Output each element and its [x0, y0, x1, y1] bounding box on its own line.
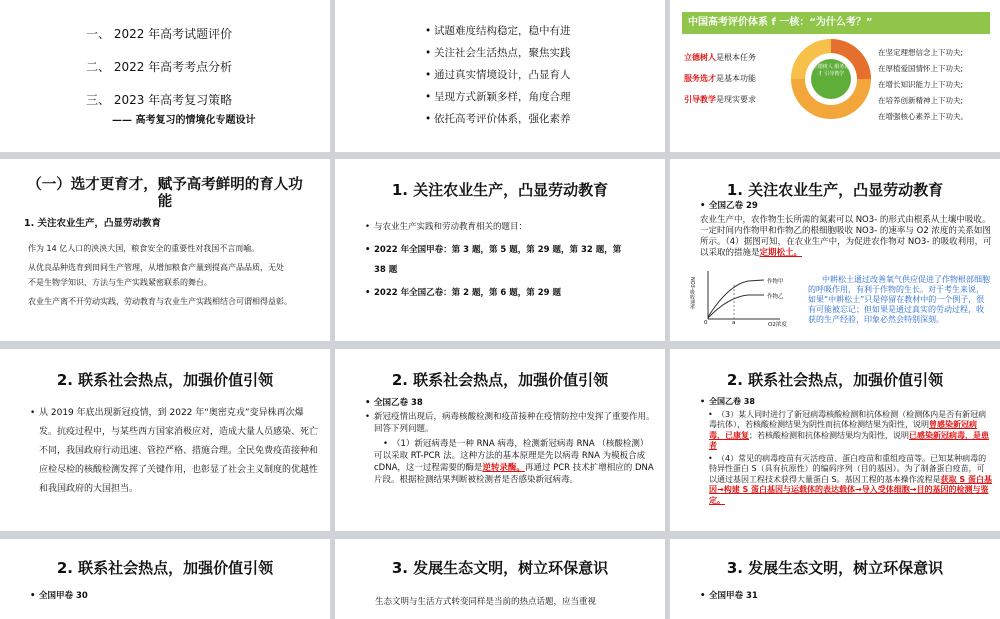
- question-list: [700, 589, 758, 604]
- slide-title: 2. 联系社会热点，加强价值引领: [56, 371, 274, 389]
- question-list: [365, 217, 655, 303]
- slide-body: [30, 404, 318, 499]
- slide-10-social-hotspot[interactable]: [0, 539, 330, 619]
- slide-title: 2. 联系社会热点，加强价值引领: [56, 559, 274, 577]
- slide-title: 1. 关注农业生产，凸显劳动教育: [391, 181, 609, 199]
- question-intro: • 新冠疫情出现后，病毒核酸检测和疫苗接种在疫情防控中发挥了重要作用。回答下列问题。: [365, 411, 655, 435]
- core-left-item: 引导教学是现实要求: [684, 95, 756, 104]
- slide-4-talent[interactable]: [0, 159, 330, 341]
- slide-title: 2. 联系社会热点，加强价值引领: [726, 371, 944, 389]
- series-label: 作物乙: [767, 294, 784, 300]
- slide-12-ecology[interactable]: [670, 539, 1000, 619]
- slide-title: 1. 关注农业生产，凸显劳动教育: [726, 181, 944, 199]
- x-axis-label: O2浓度: [768, 322, 787, 328]
- question-label: • 全国甲卷 30: [30, 589, 88, 604]
- slide-body: [28, 241, 326, 309]
- para: 农业生产离不开劳动实践，劳动教育与农业生产实践相结合可谓相得益彰。: [28, 297, 292, 306]
- core-right-item: 在增强核心素养上下功夫。: [878, 112, 968, 121]
- core-right-item: 在增长知识能力上下功夫;: [878, 80, 964, 89]
- para: 作为 14 亿人口的泱泱大国，粮食安全的重要性对我国不言而喻。: [28, 244, 260, 253]
- para: 不是生物学知识、方法与生产实践紧密联系的舞台。: [28, 278, 212, 287]
- slide-6-agriculture-q29[interactable]: [670, 159, 1000, 341]
- question-label: • 全国乙卷 38: [700, 397, 992, 408]
- question-item: • 2022 年全国乙卷：第 2 题，第 6 题，第 29 题: [365, 283, 655, 303]
- slide-3-evaluation-system[interactable]: [670, 0, 1000, 152]
- question-intro: • 与农业生产实践和劳动教育相关的题目：: [365, 217, 655, 237]
- series-line-a: [708, 280, 764, 317]
- slide-5-agriculture[interactable]: [335, 159, 665, 341]
- series-line-b: [708, 295, 764, 318]
- evaluation-item: • 试题难度结构稳定，稳中有进: [425, 20, 571, 42]
- question-list: [700, 397, 992, 506]
- evaluation-item: • 呈现方式新颖多样，角度合理: [425, 86, 571, 108]
- question-list: [30, 589, 88, 604]
- y-axis-label: NO3-吸收速率: [689, 277, 695, 310]
- slide-1-toc[interactable]: [0, 0, 330, 152]
- question-part: • （4）常见的病毒疫苗有灭活疫苗、蛋白疫苗和重组疫苗等。已知某种病毒的特异性蛋白 S（具有抗原性）的编码序列（目的基因）。为了制备蛋白疫苗，可以通过基因工程技术获得大量蛋白 S。基因工程的基本操作流程是获取 S 蛋白基因→构建 S 蛋白基因与运载体的表达载体→导入受体细胞→目的基因的检测与鉴定。: [700, 454, 992, 507]
- evaluation-list: [425, 20, 571, 130]
- core-right-item: 在厚植爱国情怀上下功夫;: [878, 64, 964, 73]
- question-list: [365, 397, 655, 486]
- core-right-item: 在培养创新精神上下功夫;: [878, 96, 964, 105]
- slide-9-q38-part2[interactable]: [670, 349, 1000, 531]
- question-label: • 全国乙卷 38: [365, 397, 655, 409]
- para: • 从 2019 年底出现新冠疫情，到 2022 年“奥密克戎”变异株再次爆发。抗疫过程中，与某些西方国家消极应对，造成大量人员感染、死亡不同，我国政府行动迅速、管控严格、措施合理。全民免费疫苗接种和应检尽检的核酸检测发挥了关键作用，也彰显了社会主义制度的优越性和我国政府的大国担当。: [30, 404, 318, 499]
- para: 从优良品种选育到田间生产管理，从增加粮食产量到提高产品品质，无处: [28, 263, 284, 272]
- slide-7-social-hotspot[interactable]: [0, 349, 330, 531]
- slide-body: 生态文明与生活方式转变同样是当前的热点话题，应当重视: [375, 597, 597, 607]
- slide-8-q38-part1[interactable]: [335, 349, 665, 531]
- system-header: 中国高考评价体系 f 一核：“为什么考？”: [682, 12, 990, 34]
- toc-item-3: 三、 2023 年高考复习策略: [86, 93, 233, 107]
- teacher-note: 中耕松土通过改善氧气供应促进了作物根部细胞的呼吸作用，有利于作物的生长。对于考生来说，如果“中耕松土”只是停留在教材中的一个例子，很有可能被忘记；但如果是通过真实的劳动过程，收获的生产经验，印象必然会特别深刻。: [808, 275, 990, 324]
- slide-11-ecology[interactable]: [335, 539, 665, 619]
- core-left-list: [684, 47, 756, 110]
- question-label: • 全国乙卷 29: [700, 201, 992, 212]
- toc-list: [86, 18, 232, 117]
- question-text: 农业生产中，农作物生长所需的氮素可以 NO3- 的形式由根系从土壤中吸收。一定时间内作物甲和作物乙的根细胞吸收 NO3- 的速率与 O2 浓度的关系如图所示。（4）据图可知，在农业生产中，为促进农作物对 NO3- 的吸收利用，可以采取的措施是定期松土。: [700, 215, 992, 258]
- evaluation-item: • 关注社会生活热点，聚焦实践: [425, 42, 571, 64]
- question-part: • （1）新冠病毒是一种 RNA 病毒，检测新冠病毒 RNA （核酸检测）可以采取 RT-PCR 法。这种方法的基本原理是先以病毒 RNA 为模板合成 cDNA，这一过程需要的酶是逆转录酶。再通过 PCR 技术扩增相应的 DNA 片段。根据检测结果判断被检测者是否感染新冠病毒。: [365, 438, 655, 486]
- slide-subtitle: 1. 关注农业生产，凸显劳动教育: [24, 218, 162, 229]
- core-diagram: [790, 38, 872, 120]
- toc-item-2: 二、 2022 年高考考点分析: [86, 60, 233, 74]
- question-list: [700, 201, 992, 212]
- question-item: • 2022 年全国甲卷：第 3 题，第 5 题，第 29 题，第 32 题，第 38 题: [365, 240, 655, 280]
- x-tick: 0: [704, 320, 708, 326]
- core-right-list: [878, 45, 968, 125]
- core-left-item: 服务选才是基本功能: [684, 74, 756, 83]
- core-diagram-label: 立德树人 服务选才 引导教学: [812, 64, 850, 77]
- toc-item-1: 一、 2022 年高考试题评价: [86, 27, 233, 41]
- evaluation-item: • 依托高考评价体系，强化素养: [425, 108, 571, 130]
- evaluation-item: • 通过真实情境设计，凸显育人: [425, 64, 571, 86]
- question-label: • 全国甲卷 31: [700, 589, 758, 604]
- core-left-item: 立德树人是根本任务: [684, 53, 756, 62]
- slide-title: 2. 联系社会热点，加强价值引领: [391, 371, 609, 389]
- slide-title: 3. 发展生态文明，树立环保意识: [391, 559, 609, 577]
- question-part: • （3）某人同时进行了新冠病毒核酸检测和抗体检测（检测体内是否有新冠病毒抗体），若核酸检测结果为阴性而抗体检测结果为阳性，说明曾感染新冠病毒，已康复；若核酸检测和抗体检测结果均为阳性，说明已感染新冠病毒，是患者: [700, 410, 992, 452]
- series-label: 作物甲: [767, 279, 784, 285]
- x-tick: a: [732, 320, 736, 326]
- slide-title: （一）选才更育才，赋予高考鲜明的育人功能: [27, 177, 303, 210]
- slide-title: 3. 发展生态文明，树立环保意识: [726, 559, 944, 577]
- toc-subtitle: —— 高考复习的情境化专题设计: [112, 115, 256, 126]
- core-right-item: 在坚定理想信念上下功夫;: [878, 48, 964, 57]
- slide-2-evaluation[interactable]: [335, 0, 665, 152]
